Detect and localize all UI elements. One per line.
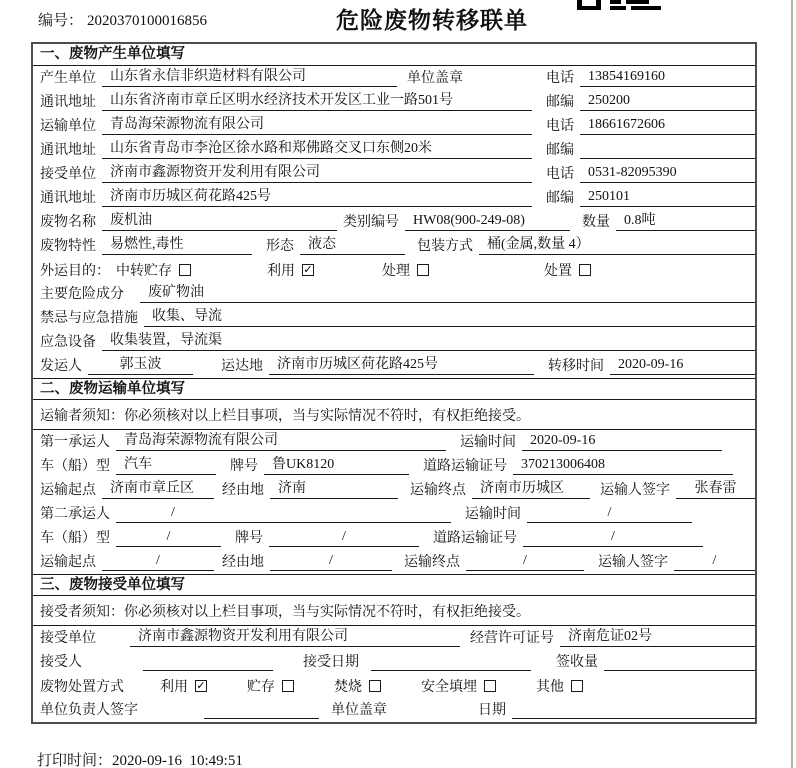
row-main-hazard bbox=[33, 282, 755, 306]
road-permit1-label: 道路运输证号 bbox=[423, 459, 507, 474]
waste-traits-label: 废物特性 bbox=[40, 239, 96, 254]
qr-block bbox=[577, 0, 601, 10]
main-hazard-label: 主要危险成分 bbox=[40, 287, 124, 302]
checkbox-option bbox=[536, 676, 583, 696]
road-permit2-value: / bbox=[523, 529, 703, 547]
accept-unit-value: 济南市鑫源物资开发利用有限公司 bbox=[130, 625, 460, 647]
packing-label: 包装方式 bbox=[417, 239, 473, 254]
carrier1-label: 第一承运人 bbox=[40, 435, 110, 450]
form-state-value: 液态 bbox=[300, 233, 405, 255]
zip1-value: 250200 bbox=[580, 93, 755, 111]
origin1-label: 运输起点 bbox=[40, 483, 96, 498]
quantity-label: 数量 bbox=[582, 215, 610, 230]
road-permit1-value: 370213006408 bbox=[513, 457, 733, 475]
row-recipient bbox=[33, 650, 755, 674]
quantity-value: 0.8吨 bbox=[616, 209, 755, 231]
date2-label: 日期 bbox=[478, 703, 506, 718]
address3-value: 济南市历城区荷花路425号 bbox=[102, 185, 532, 207]
row-first-carrier bbox=[33, 430, 755, 454]
end1-label: 运输终点 bbox=[410, 483, 466, 498]
end1-value: 济南市历城区 bbox=[472, 477, 590, 499]
plate2-value: / bbox=[269, 529, 419, 547]
checkbox-option bbox=[267, 260, 314, 280]
transport-time2-label: 运输时间 bbox=[465, 507, 521, 522]
unit-seal-label: 单位盖章 bbox=[407, 71, 463, 86]
page-edge-line bbox=[791, 0, 793, 768]
address3-label: 通讯地址 bbox=[40, 191, 96, 206]
accept-date-label: 接受日期 bbox=[303, 655, 359, 670]
row-accept-unit bbox=[33, 626, 755, 650]
qr-block bbox=[610, 0, 621, 4]
transport-unit-label: 运输单位 bbox=[40, 119, 96, 134]
address2-value: 山东省青岛市李沧区徐水路和郑佛路交叉口东侧20米 bbox=[102, 137, 532, 159]
category-code-value: HW08(900-249-08) bbox=[405, 213, 570, 231]
via2-label: 经由地 bbox=[222, 555, 264, 570]
plate1-label: 牌号 bbox=[230, 459, 258, 474]
row-disposal-method bbox=[33, 674, 755, 698]
checkbox-unchecked-icon bbox=[579, 264, 591, 276]
via1-value: 济南 bbox=[270, 477, 398, 499]
consignor-value: 郭玉波 bbox=[88, 353, 193, 375]
phone1-label: 电话 bbox=[546, 71, 574, 86]
checkbox-unchecked-icon bbox=[571, 680, 583, 692]
taboo-measures-value: 收集、导流 bbox=[144, 305, 755, 327]
head-signature-value bbox=[204, 717, 319, 719]
emergency-equipment-label: 应急设备 bbox=[40, 335, 96, 350]
destination-value: 济南市历城区荷花路425号 bbox=[269, 353, 534, 375]
disposal-options bbox=[130, 676, 583, 696]
row-transport-unit bbox=[33, 114, 755, 138]
row-emergency-equipment bbox=[33, 330, 755, 354]
checkbox-option bbox=[116, 260, 191, 280]
checkbox-option bbox=[334, 676, 381, 696]
checkbox-unchecked-icon bbox=[484, 680, 496, 692]
transfer-time-label: 转移时间 bbox=[548, 359, 604, 374]
vehicle1-label: 车（船）型 bbox=[40, 459, 110, 474]
waste-traits-value: 易燃性,毒性 bbox=[102, 233, 252, 255]
row-route2 bbox=[33, 550, 755, 574]
via2-value: / bbox=[270, 553, 392, 571]
end2-value: / bbox=[466, 553, 584, 571]
transport-time2-value: / bbox=[527, 505, 692, 523]
checkbox-option bbox=[160, 676, 207, 696]
transport-time1-label: 运输时间 bbox=[460, 435, 516, 450]
row-receiver-unit bbox=[33, 162, 755, 186]
checkbox-label: 安全填埋 bbox=[421, 680, 477, 695]
phone3-label: 电话 bbox=[546, 167, 574, 182]
phone1-value: 13854169160 bbox=[580, 69, 755, 87]
category-code-label: 类别编号 bbox=[343, 215, 399, 230]
origin1-value: 济南市章丘区 bbox=[102, 477, 214, 499]
unit-seal2-label: 单位盖章 bbox=[331, 703, 387, 718]
row-vehicle2 bbox=[33, 526, 755, 550]
qr-block bbox=[631, 6, 661, 10]
receiver-notice: 接受者须知：你必须核对以上栏目事项，当与实际情况不符时，有权拒绝接受。 bbox=[33, 596, 755, 626]
destination-label: 运达地 bbox=[221, 359, 263, 374]
waste-name-label: 废物名称 bbox=[40, 215, 96, 230]
row-waste-name bbox=[33, 210, 755, 234]
main-hazard-value: 废矿物油 bbox=[140, 281, 755, 303]
carrier1-value: 青岛海荣源物流有限公司 bbox=[116, 429, 446, 451]
address2-label: 通讯地址 bbox=[40, 143, 96, 158]
form-state-label: 形态 bbox=[266, 239, 294, 254]
checkbox-option bbox=[382, 260, 429, 280]
checkbox-label: 贮存 bbox=[247, 680, 275, 695]
phone2-label: 电话 bbox=[546, 119, 574, 134]
checkbox-checked-icon: ✓ bbox=[196, 680, 206, 692]
sign2-value: / bbox=[674, 553, 755, 571]
disposal-method-label: 废物处置方式 bbox=[40, 680, 124, 695]
checkbox-label: 利用 bbox=[267, 264, 295, 279]
print-time: 打印时间：2020-09-16 10:49:51 bbox=[37, 753, 243, 768]
carrier2-label: 第二承运人 bbox=[40, 507, 110, 522]
via1-label: 经由地 bbox=[222, 483, 264, 498]
row-second-carrier bbox=[33, 502, 755, 526]
signed-amount-label: 签收量 bbox=[556, 655, 598, 670]
producer-unit-value: 山东省永信非织造材料有限公司 bbox=[102, 65, 397, 87]
transport-time1-value: 2020-09-16 bbox=[522, 433, 722, 451]
checkbox-label: 其他 bbox=[536, 680, 564, 695]
purpose-options bbox=[116, 260, 591, 280]
checkbox-label: 中转贮存 bbox=[116, 264, 172, 279]
checkbox-option bbox=[247, 676, 294, 696]
zip3-value: 250101 bbox=[580, 189, 755, 207]
plate1-value: 鲁UK8120 bbox=[264, 453, 409, 475]
row-vehicle1 bbox=[33, 454, 755, 478]
row-route1 bbox=[33, 478, 755, 502]
packing-value: 桶(金属,数量 4） bbox=[479, 233, 755, 255]
checkbox-label: 处理 bbox=[382, 264, 410, 279]
recipient-label: 接受人 bbox=[40, 655, 82, 670]
qr-code-fragment bbox=[577, 0, 663, 10]
zip1-label: 邮编 bbox=[546, 95, 574, 110]
date2-value bbox=[512, 717, 755, 719]
consignor-label: 发运人 bbox=[40, 359, 82, 374]
phone2-value: 18661672606 bbox=[580, 117, 755, 135]
section3-header: 三、废物接受单位填写 bbox=[33, 574, 755, 596]
road-permit2-label: 道路运输证号 bbox=[433, 531, 517, 546]
head-signature-label: 单位负责人签字 bbox=[40, 703, 138, 718]
license-label: 经营许可证号 bbox=[470, 631, 554, 646]
row-head-signature bbox=[33, 698, 755, 722]
sign1-label: 运输人签字 bbox=[600, 483, 670, 498]
license-value: 济南危证02号 bbox=[560, 625, 755, 647]
origin2-label: 运输起点 bbox=[40, 555, 96, 570]
checkbox-label: 利用 bbox=[160, 680, 188, 695]
accept-unit-label: 接受单位 bbox=[40, 631, 96, 646]
transport-unit-value: 青岛海荣源物流有限公司 bbox=[102, 113, 532, 135]
row-taboo-measures bbox=[33, 306, 755, 330]
receiver-unit-value: 济南市鑫源物资开发利用有限公司 bbox=[102, 161, 532, 183]
checkbox-unchecked-icon bbox=[179, 264, 191, 276]
waste-name-value: 废机油 bbox=[102, 209, 337, 231]
row-consignor bbox=[33, 354, 755, 378]
checkbox-checked-icon: ✓ bbox=[303, 264, 313, 276]
sign1-value: 张春雷 bbox=[676, 477, 755, 499]
emergency-equipment-value: 收集装置，导流渠 bbox=[102, 329, 755, 351]
section2-header: 二、废物运输单位填写 bbox=[33, 378, 755, 400]
signed-amount-value bbox=[604, 669, 755, 671]
zip2-value bbox=[580, 157, 755, 159]
taboo-measures-label: 禁忌与应急措施 bbox=[40, 311, 138, 326]
purpose-label: 外运目的： bbox=[40, 264, 110, 279]
origin2-value: / bbox=[102, 553, 214, 571]
checkbox-unchecked-icon bbox=[282, 680, 294, 692]
checkbox-unchecked-icon bbox=[417, 264, 429, 276]
phone3-value: 0531-82095390 bbox=[580, 165, 755, 183]
section1-header: 一、废物产生单位填写 bbox=[33, 44, 755, 66]
transfer-time-value: 2020-09-16 bbox=[610, 357, 755, 375]
checkbox-unchecked-icon bbox=[369, 680, 381, 692]
plate2-label: 牌号 bbox=[235, 531, 263, 546]
end2-label: 运输终点 bbox=[404, 555, 460, 570]
form-title: 危险废物转移联单 bbox=[336, 8, 528, 33]
serial-value: 2020370100016856 bbox=[87, 13, 208, 29]
vehicle2-value: / bbox=[116, 529, 221, 547]
address1-label: 通讯地址 bbox=[40, 95, 96, 110]
serial-label: 编号： bbox=[38, 13, 84, 29]
accept-date-value bbox=[371, 669, 531, 671]
receiver-unit-label: 接受单位 bbox=[40, 167, 96, 182]
checkbox-option bbox=[544, 260, 591, 280]
checkbox-label: 焚烧 bbox=[334, 680, 362, 695]
form-table bbox=[31, 42, 757, 724]
row-producer-address bbox=[33, 90, 755, 114]
row-transport-address bbox=[33, 138, 755, 162]
row-producer-unit bbox=[33, 66, 755, 90]
qr-block bbox=[610, 6, 626, 10]
producer-unit-label: 产生单位 bbox=[40, 71, 96, 86]
address1-value: 山东省济南市章丘区明水经济技术开发区工业一路501号 bbox=[102, 89, 532, 111]
carrier2-value: / bbox=[116, 505, 451, 523]
vehicle1-value: 汽车 bbox=[116, 453, 216, 475]
row-waste-traits bbox=[33, 234, 755, 258]
vehicle2-label: 车（船）型 bbox=[40, 531, 110, 546]
sign2-label: 运输人签字 bbox=[598, 555, 668, 570]
qr-block bbox=[626, 0, 649, 4]
row-receiver-address bbox=[33, 186, 755, 210]
checkbox-option bbox=[421, 676, 496, 696]
row-outbound-purpose bbox=[33, 258, 755, 282]
transporter-notice: 运输者须知：你必须核对以上栏目事项，当与实际情况不符时，有权拒绝接受。 bbox=[33, 400, 755, 430]
zip3-label: 邮编 bbox=[546, 191, 574, 206]
recipient-value bbox=[143, 669, 273, 671]
zip2-label: 邮编 bbox=[546, 143, 574, 158]
checkbox-label: 处置 bbox=[544, 264, 572, 279]
